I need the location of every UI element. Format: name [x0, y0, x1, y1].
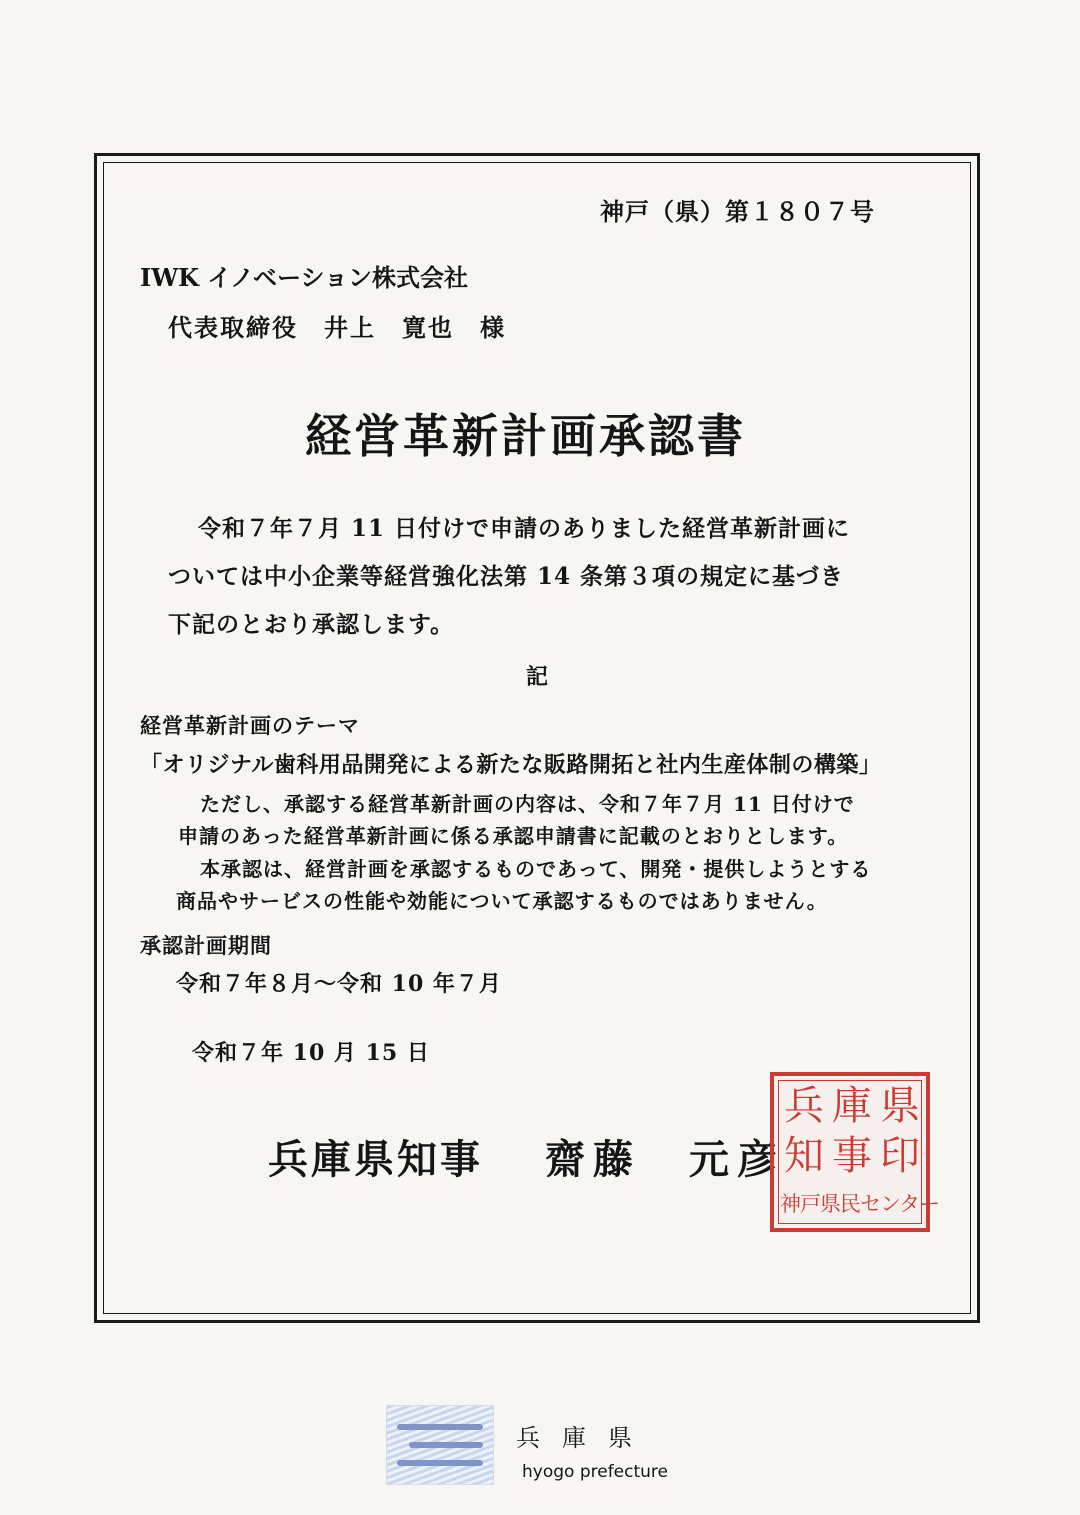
certificate-number: 神戸（県）第１８０７号	[600, 197, 875, 226]
seal-char: 県	[880, 1083, 920, 1129]
governor-name: 齋藤 元彦	[545, 1136, 785, 1183]
note-line-4: 商品やサービスの性能や効能について承認するものではありません。	[176, 889, 828, 913]
governor-title: 兵庫県知事	[268, 1136, 483, 1183]
theme-heading: 経営革新計画のテーマ	[140, 713, 360, 738]
ki-heading: 記	[526, 664, 549, 690]
issue-date: 令和７年 10 月 15 日	[192, 1040, 430, 1066]
seal-bottom-text: 神戸県民センター	[780, 1192, 940, 1216]
footer-prefecture-name: 兵庫県	[516, 1424, 654, 1452]
official-seal	[770, 1072, 940, 1232]
recipient-company: IWK イノベーション株式会社	[140, 263, 469, 292]
theme-value: 「オリジナル歯科用品開発による新たな販路開拓と社内生産体制の構築」	[140, 752, 882, 778]
seal-char: 事	[832, 1133, 872, 1179]
note-line-3: 本承認は、経営計画を承認するものであって、開発・提供しようとする	[200, 857, 872, 881]
seal-char: 兵	[784, 1083, 824, 1129]
body-line-1: 令和７年７月 11 日付けで申請のありました経営革新計画に	[198, 515, 851, 542]
note-line-2: 申請のあった経営革新計画に係る承認申請書に記載のとおりとします。	[178, 824, 849, 848]
body-line-3: 下記のとおり承認します。	[168, 611, 455, 638]
seal-char: 知	[784, 1133, 824, 1179]
seal-char: 印	[880, 1133, 920, 1179]
prefecture-logo-icon	[386, 1405, 494, 1485]
body-line-2: ついては中小企業等経営強化法第 14 条第３項の規定に基づき	[168, 563, 845, 590]
note-line-1: ただし、承認する経営革新計画の内容は、令和７年７月 11 日付けで	[200, 792, 855, 816]
document-title: 経営革新計画承認書	[305, 409, 746, 463]
period-heading: 承認計画期間	[140, 933, 272, 958]
footer-prefecture-name-en: hyogo prefecture	[522, 1462, 669, 1482]
period-value: 令和７年８月～令和 10 年７月	[176, 971, 502, 997]
seal-char: 庫	[832, 1083, 872, 1129]
recipient-representative: 代表取締役 井上 寛也 様	[168, 313, 506, 342]
